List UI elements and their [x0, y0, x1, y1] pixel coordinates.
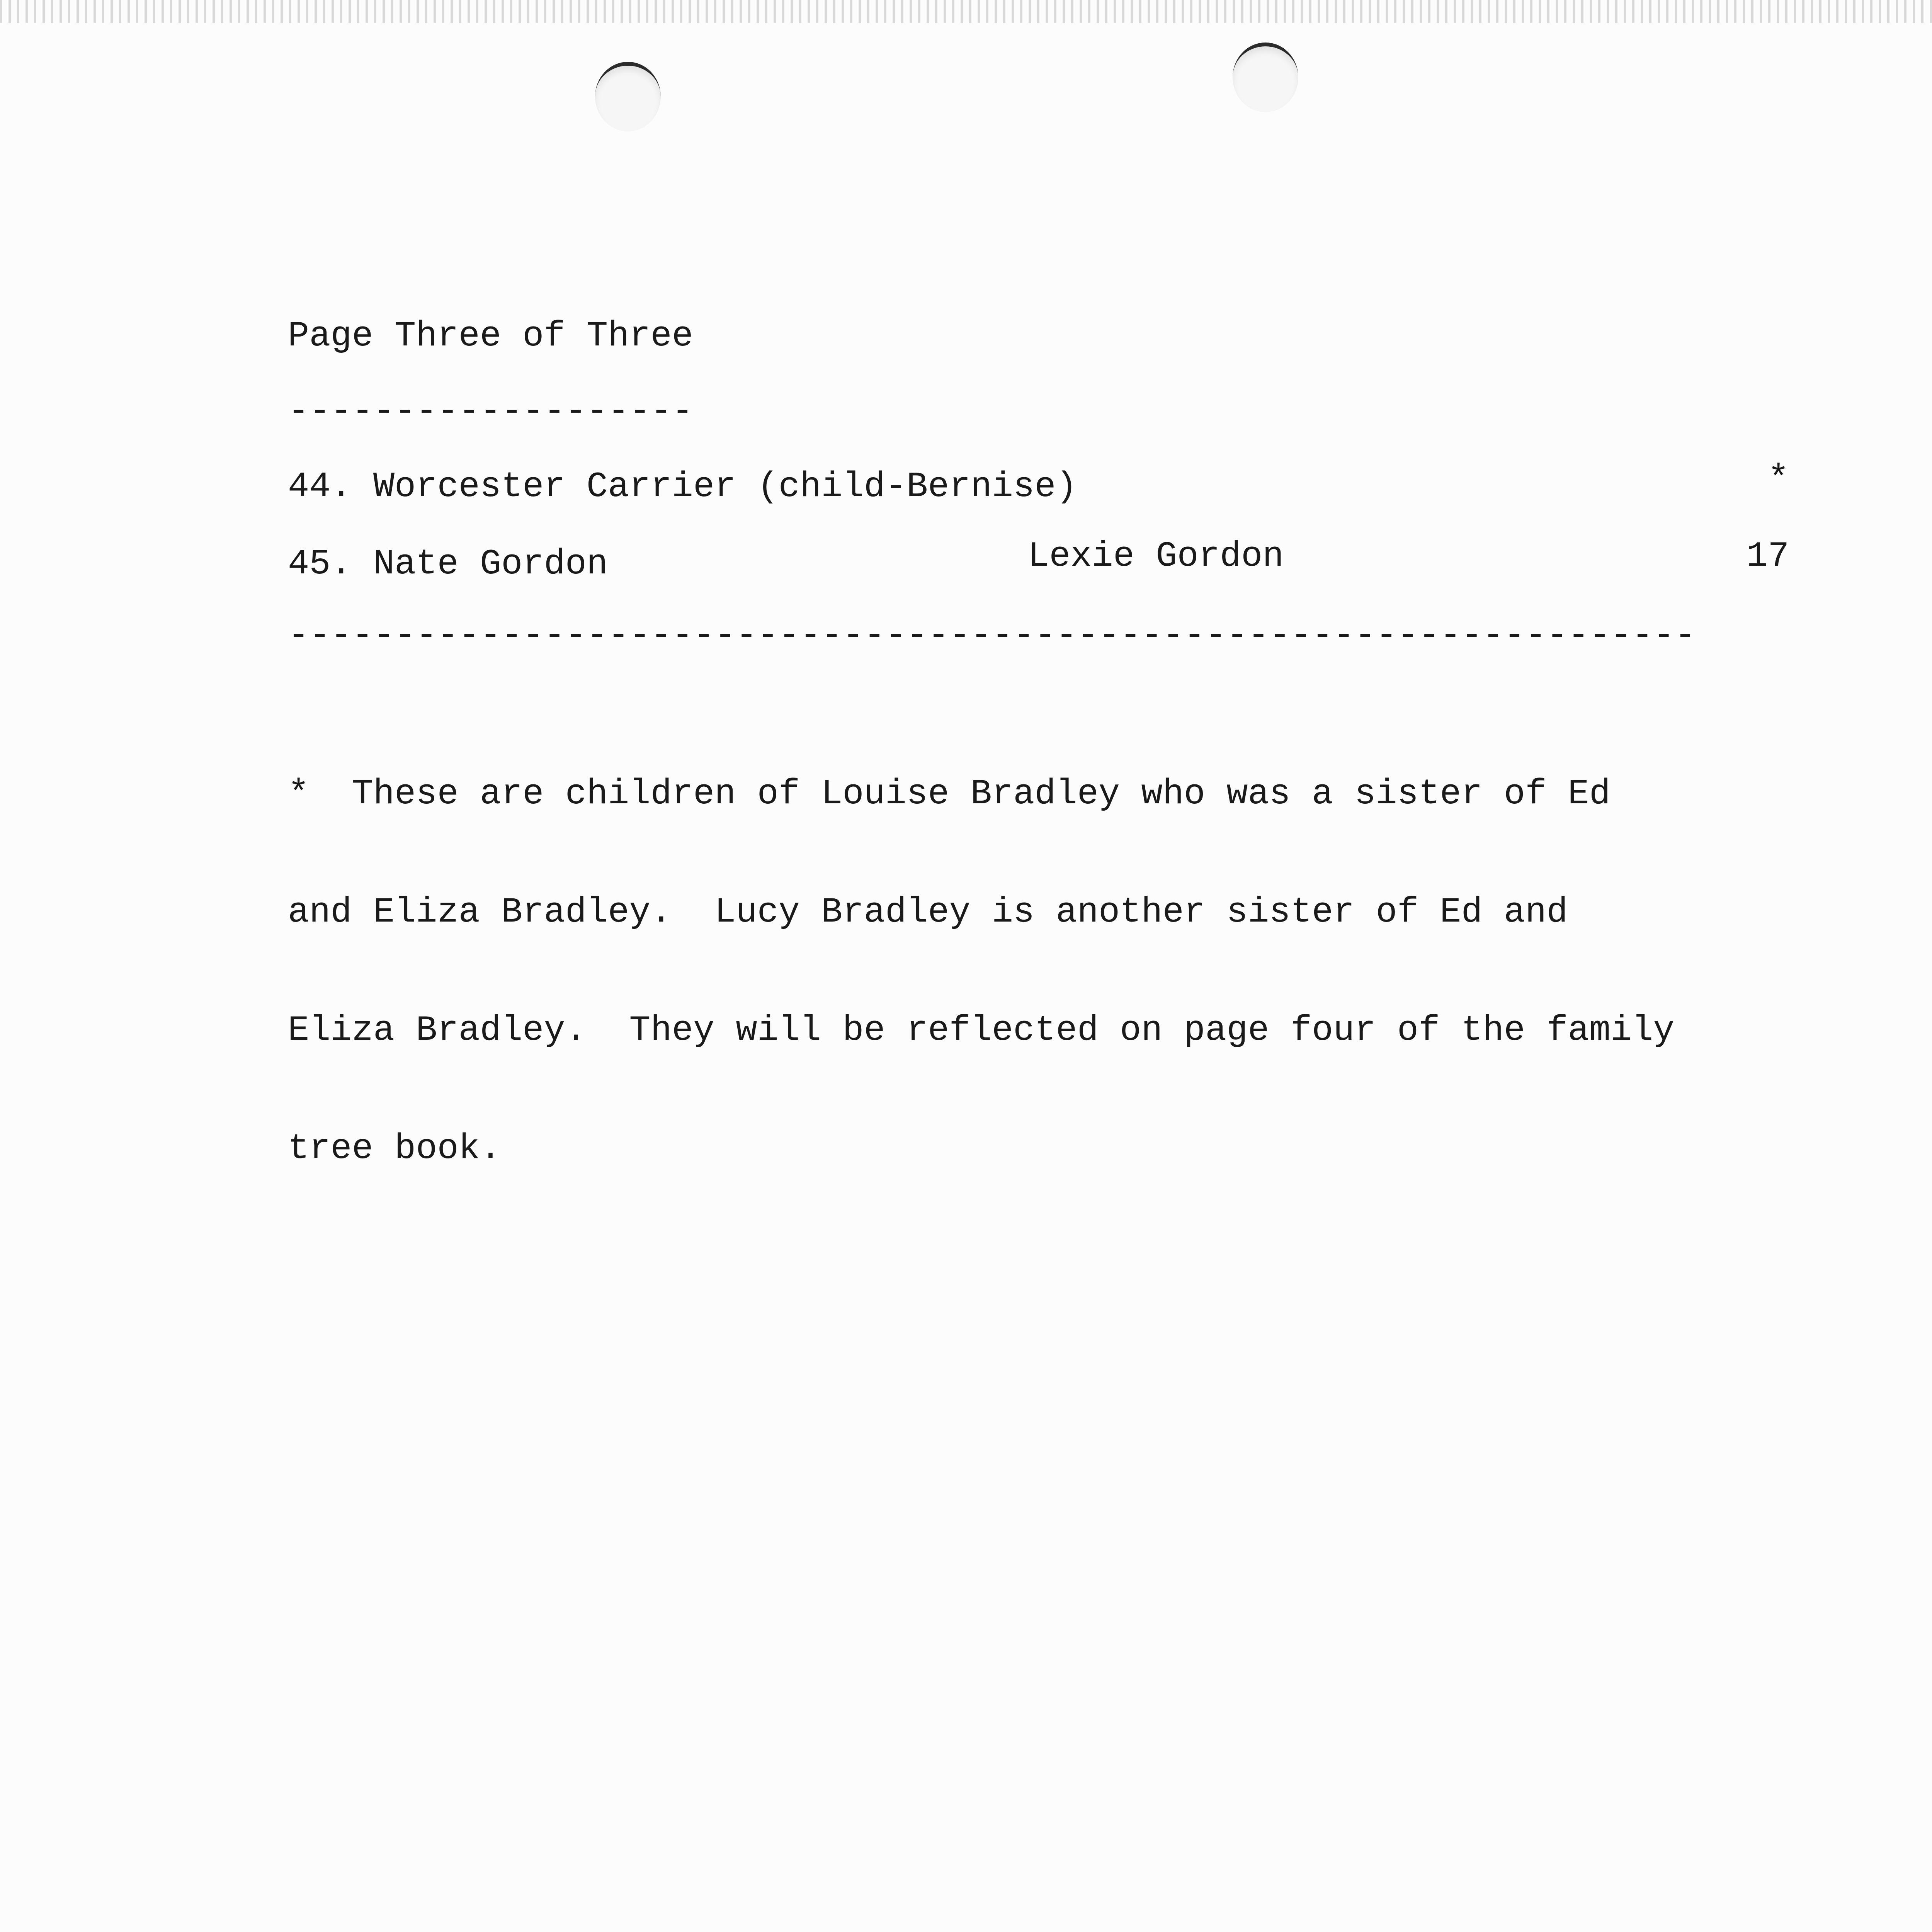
entry-45-spouse: Lexie Gordon: [1028, 536, 1284, 577]
entry-45-count: 17: [1747, 536, 1789, 577]
entry-45-name: 45. Nate Gordon: [288, 544, 608, 584]
short-dashed-rule: -------------------: [288, 391, 693, 432]
punch-hole-right: [1233, 43, 1298, 112]
page-heading: Page Three of Three: [288, 316, 693, 356]
footnote-line-3: Eliza Bradley. They will be reflected on page four of the family: [288, 1010, 1675, 1051]
punch-hole-left: [595, 62, 661, 131]
scan-top-edge: [0, 0, 1932, 23]
footnote-line-1: * These are children of Louise Bradley who was a sister of Ed: [288, 774, 1611, 814]
footnote-line-2: and Eliza Bradley. Lucy Bradley is another sister of Ed and: [288, 892, 1568, 932]
footnote-line-4: tree book.: [288, 1128, 502, 1169]
footnote: [288, 696, 1932, 1247]
long-dashed-rule: ------------------------------------------------------------------: [288, 615, 1696, 656]
entry-44-asterisk: *: [1768, 459, 1789, 499]
entry-44-name: 44. Worcester Carrier (child-Bernise): [288, 466, 1077, 507]
